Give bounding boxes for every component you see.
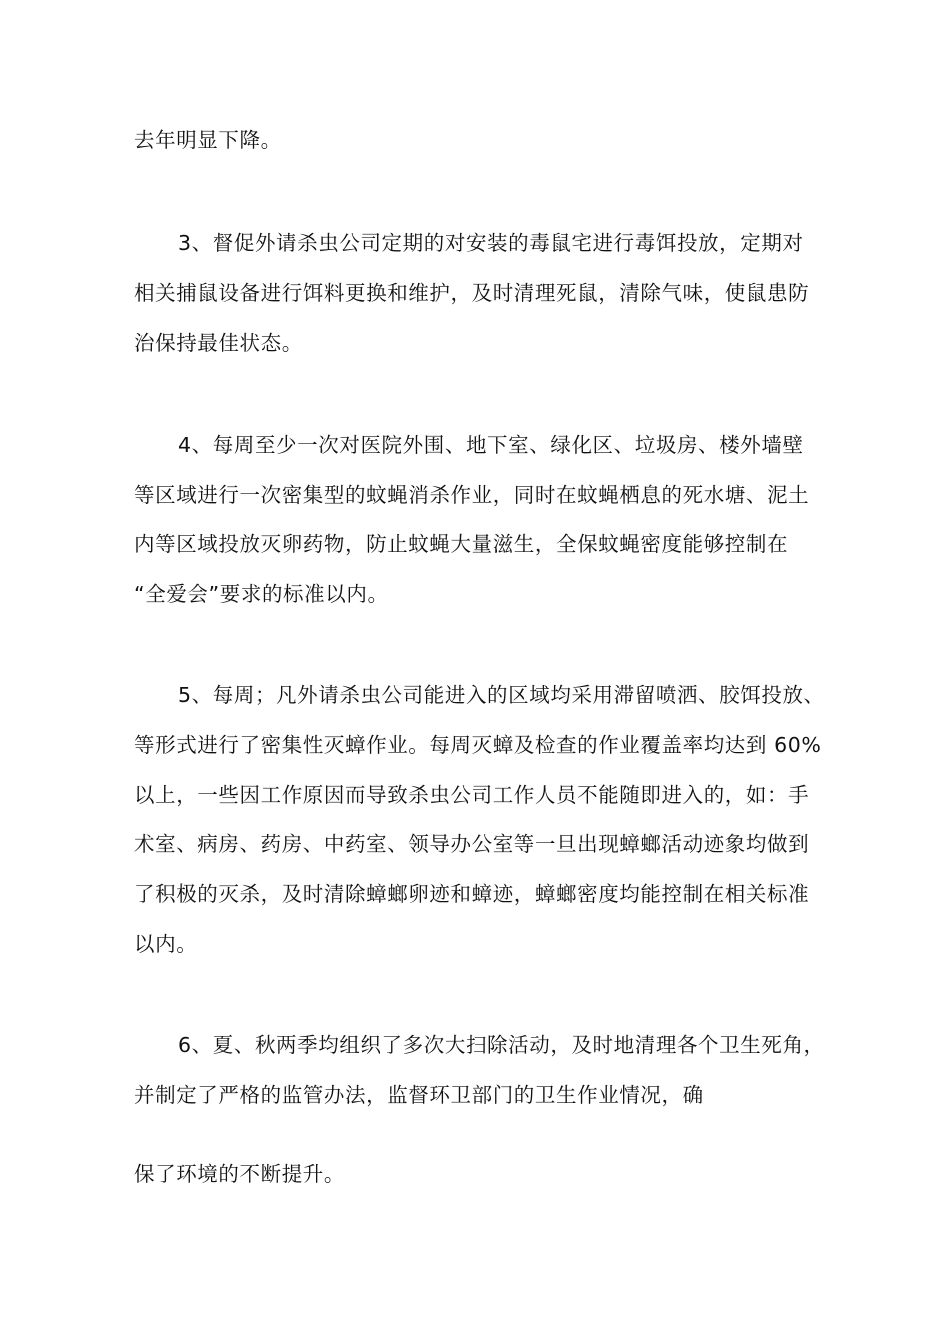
paragraph-line: 相关捕鼠设备进行饵料更换和维护，及时清理死鼠，清除气味，使鼠患防 xyxy=(134,281,810,305)
paragraph-line: 内等区域投放灭卵药物，防止蚊蝇大量滋生，全保蚊蝇密度能够控制在 xyxy=(134,532,789,556)
paragraph-line: 以内。 xyxy=(134,932,198,956)
paragraph-line: 4、每周至少一次对医院外围、地下室、绿化区、垃圾房、楼外墙壁 xyxy=(178,433,804,457)
paragraph-line: 5、每周；凡外请杀虫公司能进入的区域均采用滞留喷洒、胶饵投放、 xyxy=(178,683,825,707)
paragraph-line: 以上，一些因工作原因而导致杀虫公司工作人员不能随即进入的，如：手 xyxy=(134,783,810,807)
paragraph-line: “全爱会”要求的标准以内。 xyxy=(134,582,389,606)
paragraph-line: 术室、病房、药房、中药室、领导办公室等一旦出现蟑螂活动迹象均做到 xyxy=(134,832,810,856)
paragraph-line: 去年明显下降。 xyxy=(134,128,282,152)
paragraph-line: 并制定了严格的监管办法，监督环卫部门的卫生作业情况，确 xyxy=(134,1083,704,1107)
paragraph-line: 6、夏、秋两季均组织了多次大扫除活动，及时地清理各个卫生死角， xyxy=(178,1033,825,1057)
paragraph-line: 等区域进行一次密集型的蚊蝇消杀作业，同时在蚊蝇栖息的死水塘、泥土 xyxy=(134,483,810,507)
paragraph-line: 了积极的灭杀，及时清除蟑螂卵迹和蟑迹，蟑螂密度均能控制在相关标准 xyxy=(134,882,810,906)
paragraph-line: 保了环境的不断提升。 xyxy=(134,1162,345,1186)
paragraph-line: 等形式进行了密集性灭蟑作业。每周灭蟑及检查的作业覆盖率均达到 60% xyxy=(134,733,822,757)
paragraph-line: 治保持最佳状态。 xyxy=(134,331,303,355)
paragraph-line: 3、督促外请杀虫公司定期的对安装的毒鼠宅进行毒饵投放，定期对 xyxy=(178,231,804,255)
